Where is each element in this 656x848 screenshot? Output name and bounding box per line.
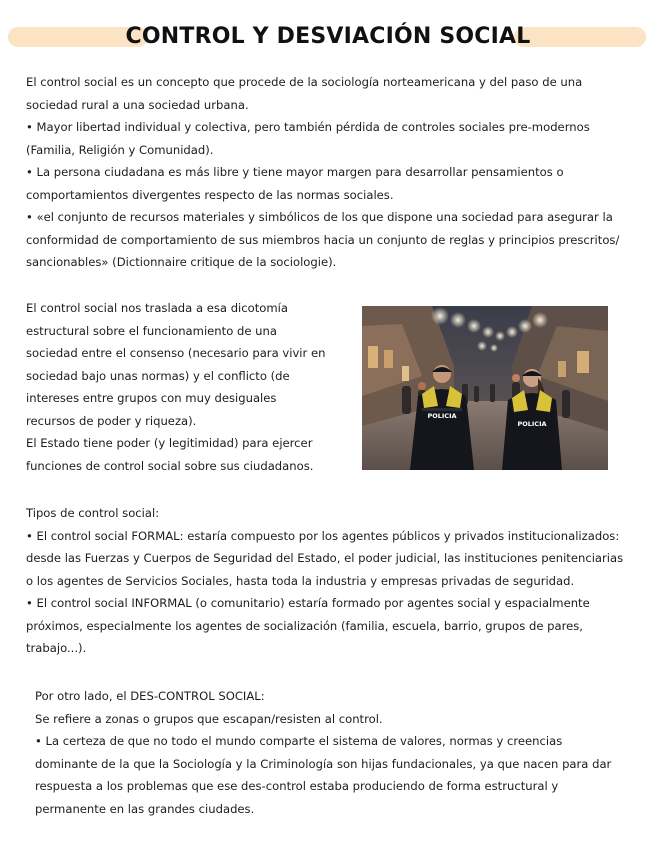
types-section	[26, 502, 630, 660]
state-power-paragraph: El Estado tiene poder (y legitimidad) para ejercer funciones de control social sobre sus ciudadanos.	[26, 436, 314, 473]
types-formal-bullet: • El control social FORMAL: estaría compuesto por los agentes públicos y privados institucionalizados: desde las Fuerzas y Cuerpos de Seguridad del Estado, el poder judicial, las instituciones penitenciarias o los agentes de Servicios Sociales, hasta toda la industria y empresas privadas de seguridad.	[26, 528, 624, 588]
types-heading: Tipos de control social:	[26, 506, 160, 520]
intro-bullet-freedom: • Mayor libertad individual y colectiva, pero también pérdida de controles sociales pre-modernos (Familia, Religión y Comunidad).	[26, 120, 590, 157]
descontrol-section	[35, 685, 627, 820]
intro-bullet-definition: • «el conjunto de recursos materiales y simbólicos de los que dispone una sociedad para asegurar la conformidad de comportamiento de sus miembros hacia un conjunto de reglas y principios prescritos/ sancionables» (Dictionnaire critique de la sociologie).	[26, 210, 620, 269]
intro-bullet-citizen: • La persona ciudadana es más libre y tiene mayor margen para desarrollar pensamientos o comportamientos divergentes respecto de las normas sociales.	[26, 165, 564, 202]
descontrol-bullet: • La certeza de que no todo el mundo comparte el sistema de valores, normas y creencias dominante de la que la Sociología y la Criminología son hijas fundacionales, ya que nacen para dar respuesta a los problemas que ese des-control estaba produciendo de forma estructural y permanente en las grandes ciudades.	[35, 734, 612, 816]
page-title: CONTROL Y DESVIACIÓN SOCIAL	[125, 24, 531, 49]
dichotomy-paragraph: El control social nos traslada a esa dicotomía estructural sobre el funcionamiento de una sociedad entre el consenso (necesario para vivir en sociedad bajo unas normas) y el conflicto (de intereses entre grupos con muy desiguales recursos de poder y riqueza).	[26, 301, 326, 428]
dichotomy-section	[26, 297, 326, 477]
police-photo	[362, 306, 608, 470]
intro-paragraph: El control social es un concepto que procede de la sociología norteamericana y del paso de una sociedad rural a una sociedad urbana.	[26, 75, 583, 112]
police-badge-right: POLICIA	[517, 420, 547, 428]
intro-section	[26, 71, 632, 274]
police-badge-left: POLICIA	[427, 412, 457, 420]
descontrol-heading: Por otro lado, el DES-CONTROL SOCIAL:	[35, 689, 265, 703]
descontrol-definition: Se refiere a zonas o grupos que escapan/resisten al control.	[35, 711, 383, 726]
types-informal-bullet: • El control social INFORMAL (o comunitario) estaría formado por agentes social y espacialmente próximos, especialmente los agentes de socialización (familia, escuela, barrio, grupos de pares, trabajo...).	[26, 596, 590, 655]
